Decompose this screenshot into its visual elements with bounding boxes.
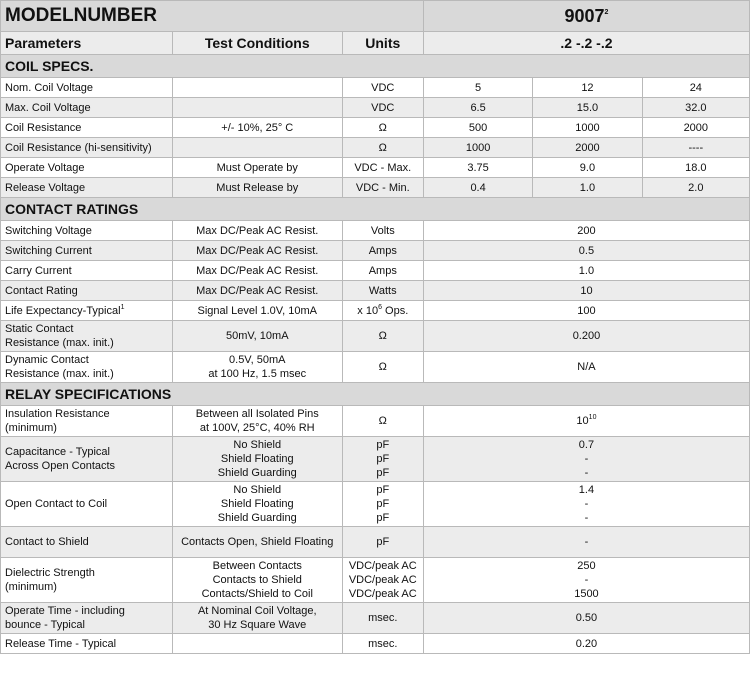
cond-cell — [172, 98, 342, 118]
cond-cell — [172, 138, 342, 158]
value-cell: 1.0 — [423, 261, 749, 281]
section-coil-specs — [1, 55, 750, 78]
col-variants: .2 -.2 -.2 — [423, 32, 749, 55]
param-cell: Insulation Resistance (minimum) — [1, 406, 173, 437]
cond-cell — [172, 78, 342, 98]
param-cell: Coil Resistance — [1, 118, 173, 138]
param-cell: Carry Current — [1, 261, 173, 281]
col-test-conditions: Test Conditions — [172, 32, 342, 55]
table-row — [1, 321, 750, 352]
value-cell: 100 — [423, 301, 749, 321]
unit-cell: Ω — [342, 406, 423, 437]
value-cell: 32.0 — [642, 98, 749, 118]
value-cell: 3.75 — [423, 158, 532, 178]
table-row — [1, 98, 750, 118]
param-cell: Release Time - Typical — [1, 634, 173, 654]
cond-cell: Must Operate by — [172, 158, 342, 178]
value-cell: 250 - 1500 — [423, 558, 749, 603]
cond-cell: Max DC/Peak AC Resist. — [172, 221, 342, 241]
cond-cell: 50mV, 10mA — [172, 321, 342, 352]
section-contact-ratings — [1, 198, 750, 221]
value-cell: 1.4 - - — [423, 482, 749, 527]
cond-cell: Between Contacts Contacts to Shield Contacts/Shield to Coil — [172, 558, 342, 603]
param-cell: Switching Voltage — [1, 221, 173, 241]
unit-cell: pF — [342, 527, 423, 558]
param-cell: Dielectric Strength (minimum) — [1, 558, 173, 603]
table-row — [1, 261, 750, 281]
unit-cell: VDC — [342, 98, 423, 118]
col-units: Units — [342, 32, 423, 55]
cond-cell — [172, 634, 342, 654]
unit-cell: Ω — [342, 118, 423, 138]
table-row — [1, 158, 750, 178]
unit-cell: Amps — [342, 241, 423, 261]
value-cell: ---- — [642, 138, 749, 158]
value-cell: 2000 — [642, 118, 749, 138]
param-cell: Operate Time - including bounce - Typical — [1, 603, 173, 634]
table-row — [1, 301, 750, 321]
value-cell: 10 — [423, 281, 749, 301]
value-cell: 0.50 — [423, 603, 749, 634]
unit-cell: VDC - Min. — [342, 178, 423, 198]
param-cell: Static Contact Resistance (max. init.) — [1, 321, 173, 352]
section-title: RELAY SPECIFICATIONS — [1, 383, 750, 406]
value-cell: 9.0 — [533, 158, 642, 178]
value-cell: 200 — [423, 221, 749, 241]
table-row — [1, 603, 750, 634]
table-row — [1, 406, 750, 437]
model-number-value: 9007$^2$ — [423, 1, 749, 32]
table-row — [1, 178, 750, 198]
value-cell: 1000 — [423, 138, 532, 158]
value-cell: 0.20 — [423, 634, 749, 654]
value-cell: 2000 — [533, 138, 642, 158]
table-row — [1, 352, 750, 383]
param-cell: Contact Rating — [1, 281, 173, 301]
cond-cell: Signal Level 1.0V, 10mA — [172, 301, 342, 321]
value-cell: 6.5 — [423, 98, 532, 118]
value-cell: 12 — [533, 78, 642, 98]
unit-cell: VDC/peak AC VDC/peak AC VDC/peak AC — [342, 558, 423, 603]
unit-cell: Ω — [342, 321, 423, 352]
table-row — [1, 527, 750, 558]
param-cell: Release Voltage — [1, 178, 173, 198]
value-cell: 1.0 — [533, 178, 642, 198]
param-cell: Operate Voltage — [1, 158, 173, 178]
title-row — [1, 1, 750, 32]
value-cell: 18.0 — [642, 158, 749, 178]
table-row — [1, 281, 750, 301]
value-cell: 24 — [642, 78, 749, 98]
unit-cell: Ω — [342, 352, 423, 383]
unit-cell: Watts — [342, 281, 423, 301]
unit-cell: pF pF pF — [342, 437, 423, 482]
cond-cell: At Nominal Coil Voltage, 30 Hz Square Wave — [172, 603, 342, 634]
cond-cell: No Shield Shield Floating Shield Guarding — [172, 437, 342, 482]
table-row — [1, 558, 750, 603]
param-cell: Open Contact to Coil — [1, 482, 173, 527]
value-cell: 15.0 — [533, 98, 642, 118]
unit-cell: x $10^6$ Ops. — [342, 301, 423, 321]
unit-cell: Ω — [342, 138, 423, 158]
cond-cell: +/- 10%, 25° C — [172, 118, 342, 138]
value-cell: 1000 — [533, 118, 642, 138]
table-row — [1, 221, 750, 241]
value-cell: 0.4 — [423, 178, 532, 198]
section-title: CONTACT RATINGS — [1, 198, 750, 221]
section-relay-specifications — [1, 383, 750, 406]
unit-cell: VDC - Max. — [342, 158, 423, 178]
value-cell: 0.7 - - — [423, 437, 749, 482]
param-cell: Capacitance - Typical Across Open Contacts — [1, 437, 173, 482]
col-parameters: Parameters — [1, 32, 173, 55]
table-row — [1, 634, 750, 654]
param-cell: Dynamic Contact Resistance (max. init.) — [1, 352, 173, 383]
param-cell: Contact to Shield — [1, 527, 173, 558]
unit-cell: Volts — [342, 221, 423, 241]
cond-cell: Max DC/Peak AC Resist. — [172, 261, 342, 281]
value-cell: N/A — [423, 352, 749, 383]
param-cell: Coil Resistance (hi-sensitivity) — [1, 138, 173, 158]
value-cell: 500 — [423, 118, 532, 138]
cond-cell: Max DC/Peak AC Resist. — [172, 241, 342, 261]
value-cell: 0.200 — [423, 321, 749, 352]
model-number-label: MODELNUMBER — [1, 1, 424, 32]
table-row — [1, 118, 750, 138]
cond-cell: 0.5V, 50mA at 100 Hz, 1.5 msec — [172, 352, 342, 383]
unit-cell: msec. — [342, 634, 423, 654]
param-cell: Nom. Coil Voltage — [1, 78, 173, 98]
value-cell: - — [423, 527, 749, 558]
table-row — [1, 437, 750, 482]
cond-cell: Between all Isolated Pins at 100V, 25°C, 40% RH — [172, 406, 342, 437]
column-header-row — [1, 32, 750, 55]
table-row — [1, 241, 750, 261]
unit-cell: VDC — [342, 78, 423, 98]
cond-cell: Max DC/Peak AC Resist. — [172, 281, 342, 301]
param-cell: Max. Coil Voltage — [1, 98, 173, 118]
cond-cell: No Shield Shield Floating Shield Guarding — [172, 482, 342, 527]
cond-cell: Contacts Open, Shield Floating — [172, 527, 342, 558]
section-title: COIL SPECS. — [1, 55, 750, 78]
table-row — [1, 78, 750, 98]
unit-cell: pF pF pF — [342, 482, 423, 527]
param-cell: Switching Current — [1, 241, 173, 261]
table-row — [1, 482, 750, 527]
unit-cell: msec. — [342, 603, 423, 634]
value-cell: $10^{10}$ — [423, 406, 749, 437]
value-cell: 2.0 — [642, 178, 749, 198]
value-cell: 0.5 — [423, 241, 749, 261]
unit-cell: Amps — [342, 261, 423, 281]
param-cell: Life Expectancy-Typical$^1$ — [1, 301, 173, 321]
table-row — [1, 138, 750, 158]
cond-cell: Must Release by — [172, 178, 342, 198]
value-cell: 5 — [423, 78, 532, 98]
